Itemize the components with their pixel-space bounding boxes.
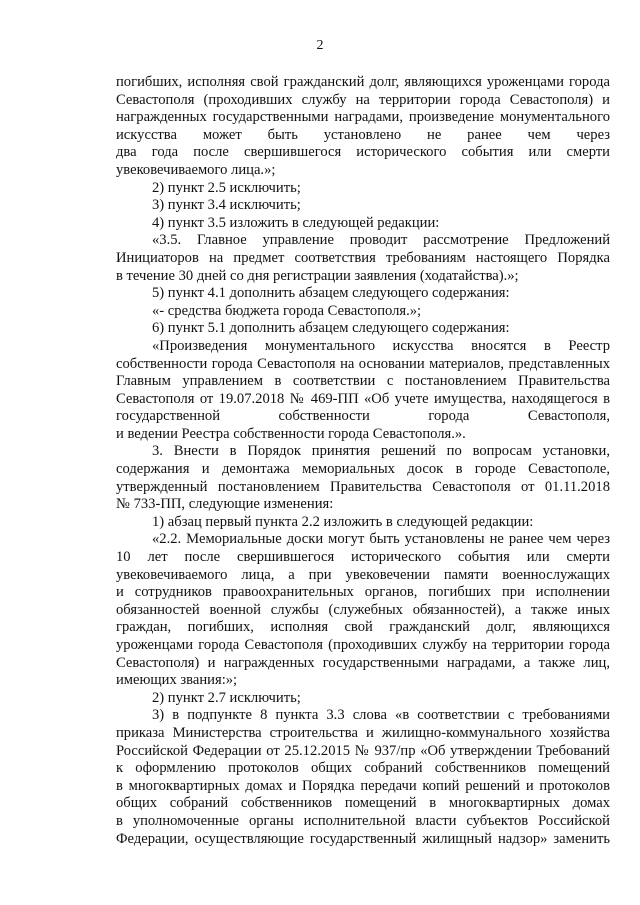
text-line: Главным управлением в соответствии с постановлением Правительства [116,373,610,390]
text-line: собственности города Севастополя на основании материалов, представленных [116,355,610,372]
text-line: имеющих звания:»; [116,672,238,689]
document-body [116,74,610,848]
text-line: уроженцами города Севастополя (проходивших службу на территории города [116,637,610,653]
text-line: утвержденный постановлением Правительства Севастополя от 01.11.2018 [116,478,610,495]
text-line: и ведении Реестра собственности города Севастополя.». [116,425,466,442]
text-line: увековечиваемого лица, а при увековечении памяти военнослужащих [116,566,610,583]
text-line: общих собраний собственников помещений в многоквартирных домах [116,795,610,812]
text-line: 4) пункт 3.5 изложить в следующей редакции: [152,214,440,231]
page-number: 2 [316,38,324,53]
text-line: Федерации, осуществляющие государственный жилищный надзор» заменить [116,830,610,847]
text-line: 2) пункт 2.7 исключить; [152,689,301,706]
text-line: 6) пункт 5.1 дополнить абзацем следующего содержания: [152,320,510,337]
text-line: искусства может быть установлено не ранее чем через [116,126,610,143]
text-line: «2.2. Мемориальные доски могут быть установлены не ранее чем через [152,531,610,548]
text-line: 1) абзац первый пункта 2.2 изложить в следующей редакции: [152,513,534,530]
text-line: 5) пункт 4.1 дополнить абзацем следующего содержания: [152,285,510,302]
text-line: 10 лет после свершившегося исторического события или смерти [116,549,610,566]
text-line: Севастополя от 19.07.2018 № 469-ПП «Об учете имущества, находящегося в [116,390,610,407]
text-line: погибших, исполняя свой гражданский долг, являющихся уроженцами города [116,74,610,90]
text-line: «Произведения монументального искусства вносятся в Реестр [152,337,610,354]
text-line: содержания и демонтажа мемориальных досок в городе Севастополе, [116,461,610,478]
text-line: Севастополя (проходивших службу на территории города Севастополя) и [116,91,610,108]
text-line: 3) в подпункте 8 пункта 3.3 слова «в соответствии с требованиями [152,707,610,724]
text-line: в течение 30 дней со дня регистрации заявления (ходатайства).»; [116,267,519,284]
text-line: «- средства бюджета города Севастополя.»; [152,302,422,319]
text-line: государственной собственности города Севастополя, [116,408,610,425]
text-line: «3.5. Главное управление проводит рассмотрение Предложений [152,232,610,249]
text-line: 3. Внести в Порядок принятия решений по вопросам установки, [152,443,610,460]
text-line: 2) пункт 2.5 исключить; [152,179,301,196]
text-line: в уполномоченные органы исполнительной власти субъектов Российской [116,812,610,829]
text-line: Инициаторов на предмет соответствия требованиям настоящего Порядка [116,249,610,266]
text-line: увековечиваемого лица.»; [116,161,276,178]
text-line: к оформлению протоколов общих собраний собственников помещений [116,760,610,777]
text-line: обязанностей военной службы (служебных обязанностей), а также иных [116,601,610,618]
text-line: 3) пункт 3.4 исключить; [152,197,301,214]
text-line: награжденных государственными наградами, произведение монументального [116,109,610,126]
text-line: Российской Федерации от 25.12.2015 № 937/пр «Об утверждении Требований [116,742,610,759]
text-line: приказа Министерства строительства и жилищно-коммунального хозяйства [116,724,610,741]
text-line: и сотрудников правоохранительных органов, погибших при исполнении [116,584,610,601]
text-line: № 733-ПП, следующие изменения: [116,496,334,513]
text-line: граждан, погибших, исполняя свой гражданский долг, являющихся [116,619,610,636]
text-line: два года после свершившегося исторического события или смерти [116,144,610,161]
text-line: в многоквартирных домах и Порядка передачи копий решений и протоколов [116,777,610,794]
text-line: Севастополя) и награжденных государственными наградами, а также лиц, [116,654,610,671]
